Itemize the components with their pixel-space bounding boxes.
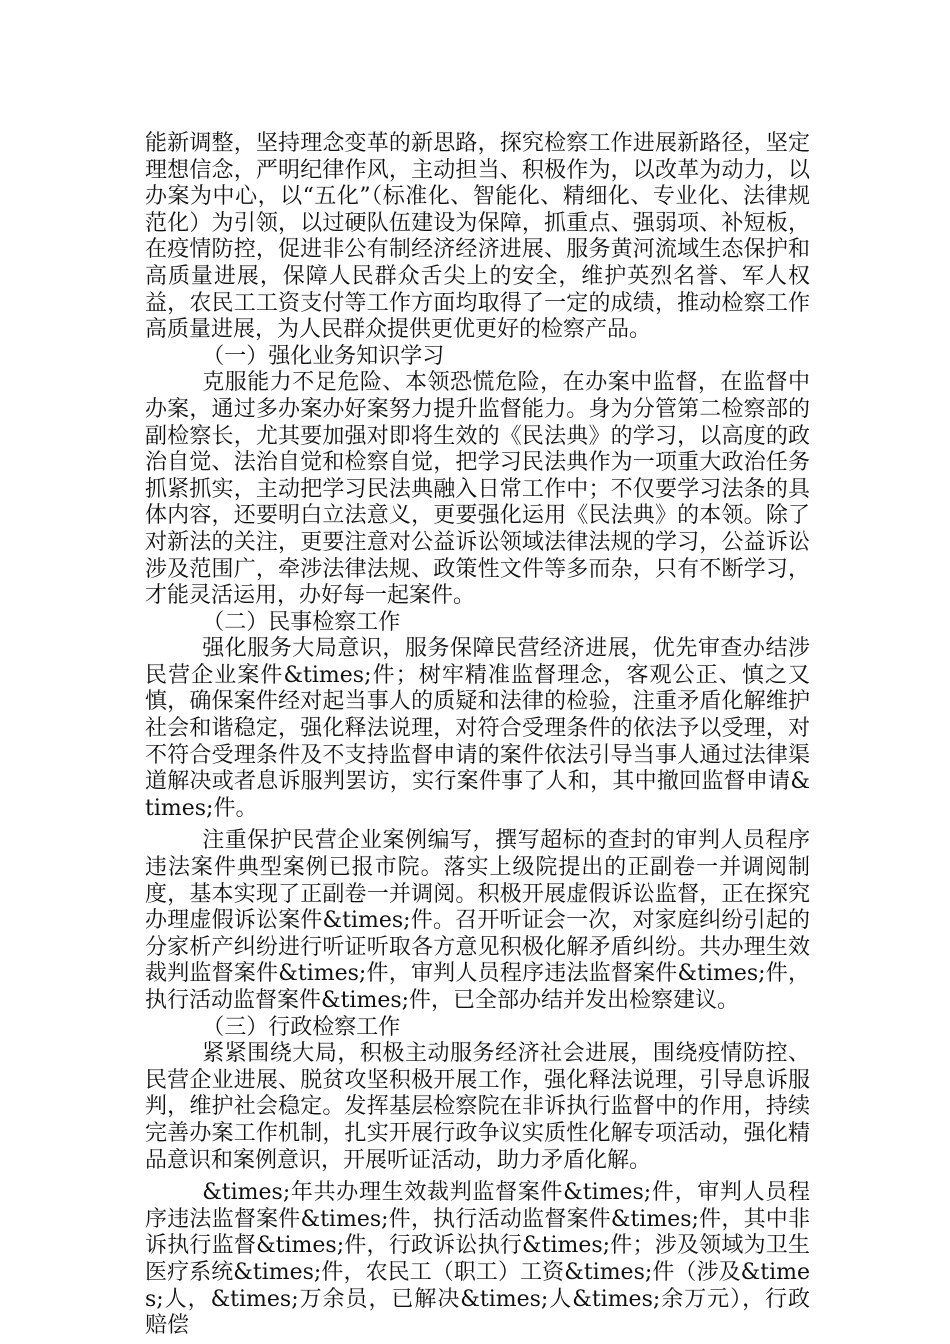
paragraph-study: 克服能力不足危险、本领恐慌危险，在办案中监督，在监督中办案，通过多办案办好案努力提升监督能力。身为分管第二检察部的副检察长，尤其要加强对即将生效的《民法典》的学习，以高度的政治自觉、法治自觉和检察自觉，把学习民法典作为一项重大政治任务抓紧抓实，主动把学习民法典融入日常工作中；不仅要学习法条的具体内容，还要明白立法意义，更要强化运用《民法典》的本领。除了对新法的关注，更要注意对公益诉讼领域法律法规的学习，公益诉讼涉及范围广，牵涉法律法规、政策性文件等多而杂，只有不断学习，才能灵活运用，办好每一起案件。: [145, 370, 810, 609]
section-heading-administrative: （三）行政检察工作: [202, 1014, 401, 1040]
paragraph-intro-continued: 能新调整，坚持理念变革的新思路，探究检察工作进展新路径，坚定理想信念，严明纪律作风，主动担当、积极作为，以改革为动力，以办案为中心，以“五化”（标准化、智能化、精细化、专业化、法律规范化）为引领，以过硬队伍建设为保障，抓重点、强弱项、补短板，在疫情防控，促进非公有制经济经济进展、服务黄河流域生态保护和高质量进展，保障人民群众舌尖上的安全，维护英烈名誉、军人权益，农民工工资支付等工作方面均取得了一定的成绩，推动检察工作高质量进展，为人民群众提供更优更好的检察产品。: [145, 131, 810, 343]
paragraph-civil-2: 注重保护民营企业案例编写，撰写超标的查封的审判人员程序违法案件典型案例已报市院。落实上级院提出的正副卷一并调阅制度，基本实现了正副卷一并调阅。积极开展虚假诉讼监督，正在探究办理虚假诉讼案件&times;件。召开听证会一次，对家庭纠纷引起的分家析产纠纷进行听证听取各方意见积极化解矛盾纠纷。共办理生效裁判监督案件&times;件，审判人员程序违法监督案件&times;件，执行活动监督案件&times;件，已全部办结并发出检察建议。: [145, 828, 810, 1013]
section-heading-study: （一）强化业务知识学习: [202, 343, 445, 369]
document-page: [145, 131, 810, 1340]
section-heading-civil: （二）民事检察工作: [202, 609, 401, 635]
paragraph-administrative-2: &times;年共办理生效裁判监督案件&times;件，审判人员程序违法监督案件&times;件，执行活动监督案件&times;件，其中非诉执行监督&times;件，行政诉讼执行&times;件；涉及领域为卫生医疗系统&times;件，农民工（职工）工资&times;件（涉及&times;人，&times;万余员，已解决&times;人&times;余万元），行政赔偿: [145, 1180, 810, 1339]
paragraph-administrative-1: 紧紧围绕大局，积极主动服务经济社会进展，围绕疫情防控、民营企业进展、脱贫攻坚积极开展工作，强化释法说理，引导息诉服判，维护社会稳定。发挥基层检察院在非诉执行监督中的作用，持续完善办案工作机制，扎实开展行政争议实质性化解专项活动，强化精品意识和案例意识，开展听证活动，助力矛盾化解。: [145, 1041, 810, 1173]
paragraph-civil-1: 强化服务大局意识，服务保障民营经济进展，优先审查办结涉民营企业案件&times;件；树牢精准监督理念，客观公正、慎之又慎，确保案件经对起当事人的质疑和法律的检验，注重矛盾化解维护社会和谐稳定，强化释法说理，对符合受理条件的依法予以受理，对不符合受理条件及不支持监督申请的案件依法引导当事人通过法律渠道解决或者息诉服判罢访，实行案件事了人和，其中撤回监督申请&times;件。: [145, 636, 810, 821]
